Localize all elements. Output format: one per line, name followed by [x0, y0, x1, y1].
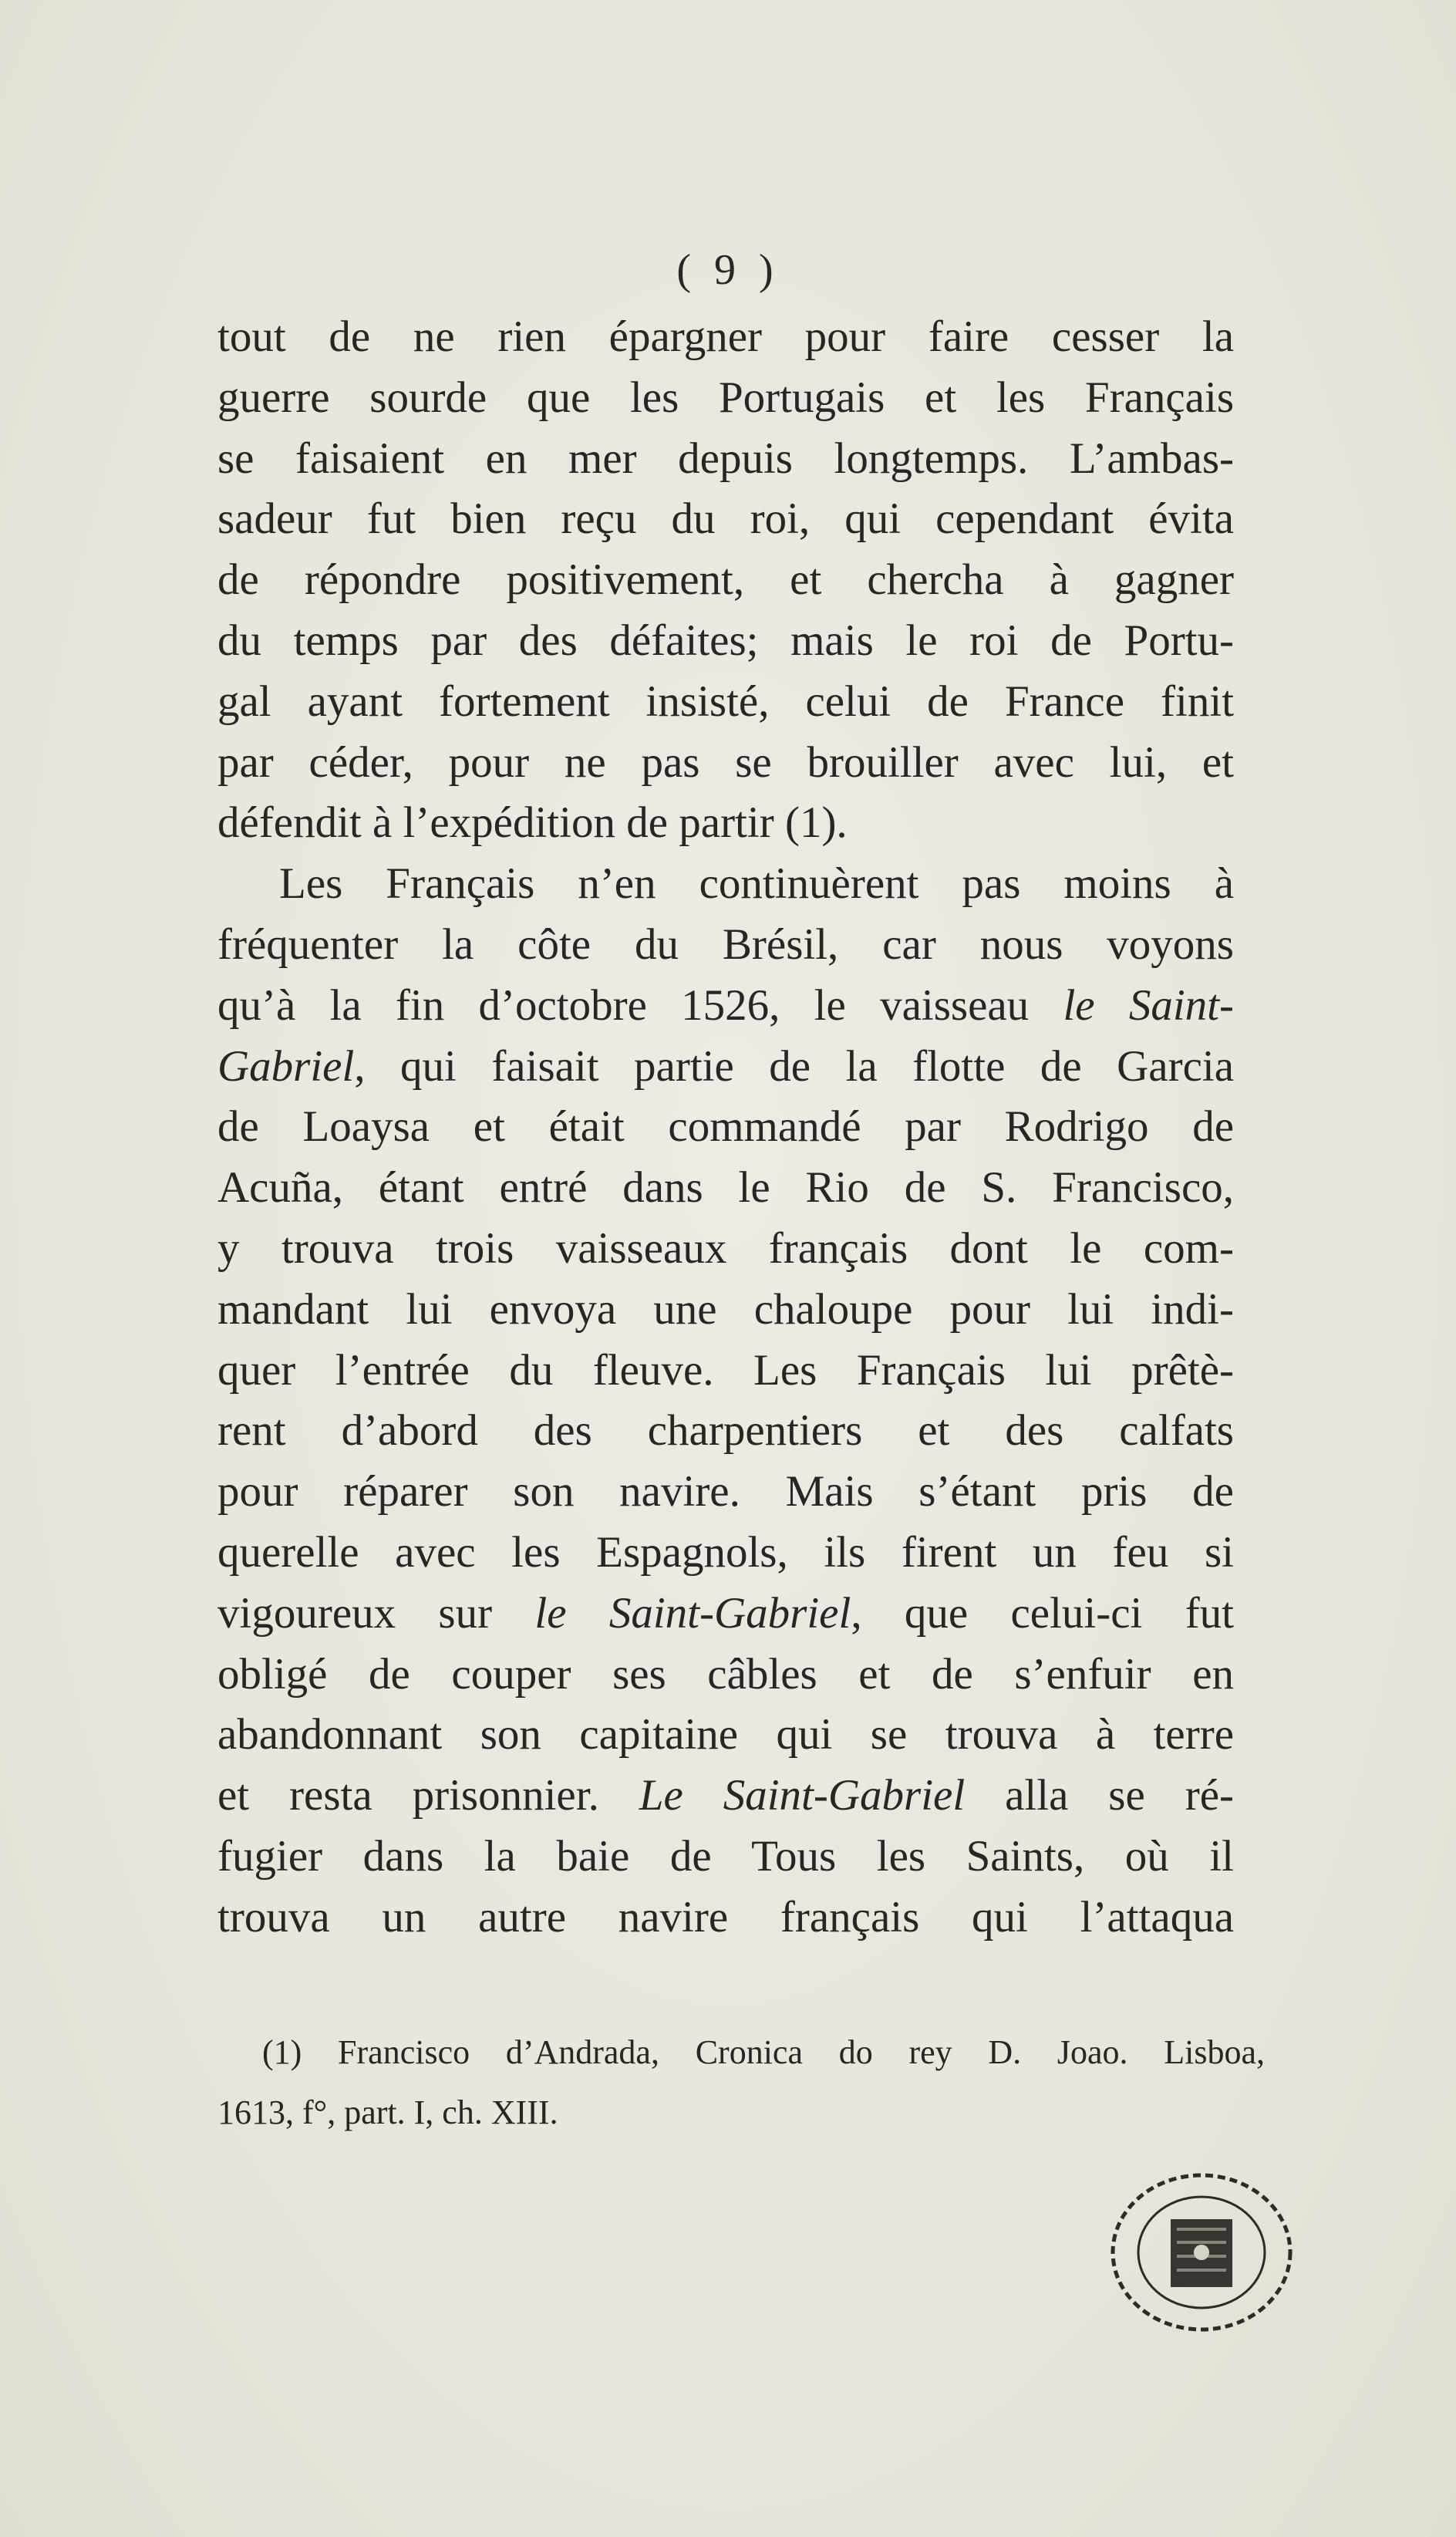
text-line — [217, 1766, 1234, 1827]
text-line: y trouva trois vaisseaux français dont le com- — [217, 1223, 1234, 1273]
text-line: trouva un autre navire français qui l’attaqua — [217, 1892, 1234, 1942]
text-line: par céder, pour ne pas se brouiller avec lui, et — [217, 737, 1234, 787]
italic-ship-name: Le Saint-Gabriel — [639, 1771, 966, 1820]
text-line: tout de ne rien épargner pour faire cesser la — [217, 312, 1234, 361]
italic-ship-name: le Saint-Gabriel — [534, 1588, 851, 1638]
body-text — [217, 307, 1234, 1948]
text-line: abandonnant son capitaine qui se trouva à terre — [217, 1710, 1234, 1759]
text-line: rent d’abord des charpentiers et des calfats — [217, 1406, 1234, 1456]
text-line: Les Français n’en continuèrent pas moins à — [279, 859, 1234, 909]
text-line: fugier dans la baie de Tous les Saints, où il — [217, 1831, 1234, 1881]
text-line: défendit à l’expédition de partir (1). — [217, 798, 848, 848]
text-line — [217, 1037, 1234, 1098]
text-line: gal ayant fortement insisté, celui de France finit — [217, 676, 1234, 726]
text-line — [217, 976, 1234, 1037]
text-line: mandant lui envoya une chaloupe pour lui indi- — [217, 1284, 1234, 1334]
text-line: guerre sourde que les Portugais et les Français — [217, 373, 1234, 422]
text-line: querelle avec les Espagnols, ils firent un feu si — [217, 1527, 1234, 1577]
text-line: fréquenter la côte du Brésil, car nous voyons — [217, 919, 1234, 969]
text-segment: et resta prisonnier. — [217, 1771, 599, 1820]
text-line: Acuña, étant entré dans le Rio de S. Francisco, — [217, 1163, 1234, 1213]
text-line: sadeur fut bien reçu du roi, qui cependant évita — [217, 494, 1234, 544]
text-line: de Loaysa et était commandé par Rodrigo de — [217, 1102, 1234, 1152]
text-segment: vigoureux sur — [217, 1588, 493, 1638]
text-segment: alla se ré- — [965, 1771, 1234, 1820]
text-line: pour réparer son navire. Mais s’étant pris de — [217, 1467, 1234, 1516]
footnote-line: (1) Francisco d’Andrada, Cronica do rey D. Joao. Lisboa, — [262, 2033, 1265, 2071]
italic-ship-name: Gabriel — [217, 1041, 355, 1091]
text-segment: , que celui-ci fut — [851, 1588, 1235, 1638]
text-segment: qu’à la fin d’octobre 1526, le vaisseau — [217, 980, 1030, 1030]
text-line: se faisaient en mer depuis longtemps. L’ambas- — [217, 434, 1234, 483]
text-line: obligé de couper ses câbles et de s’enfuir en — [217, 1649, 1234, 1699]
text-segment: , qui faisait partie de la flotte de Garcia — [354, 1041, 1234, 1091]
text-line: de répondre positivement, et chercha à gagner — [217, 555, 1234, 605]
italic-ship-name: le Saint- — [1063, 980, 1235, 1030]
text-line — [217, 1584, 1234, 1645]
library-stamp — [1094, 2156, 1309, 2345]
footnotes — [217, 2023, 1265, 2143]
text-line: du temps par des défaites; mais le roi de Portu- — [217, 616, 1234, 665]
footnote-line: 1613, f°, part. I, ch. XIII. — [217, 2093, 558, 2131]
page-number: ( 9 ) — [676, 246, 780, 294]
text-line: quer l’entrée du fleuve. Les Français lui prêtè- — [217, 1345, 1234, 1395]
